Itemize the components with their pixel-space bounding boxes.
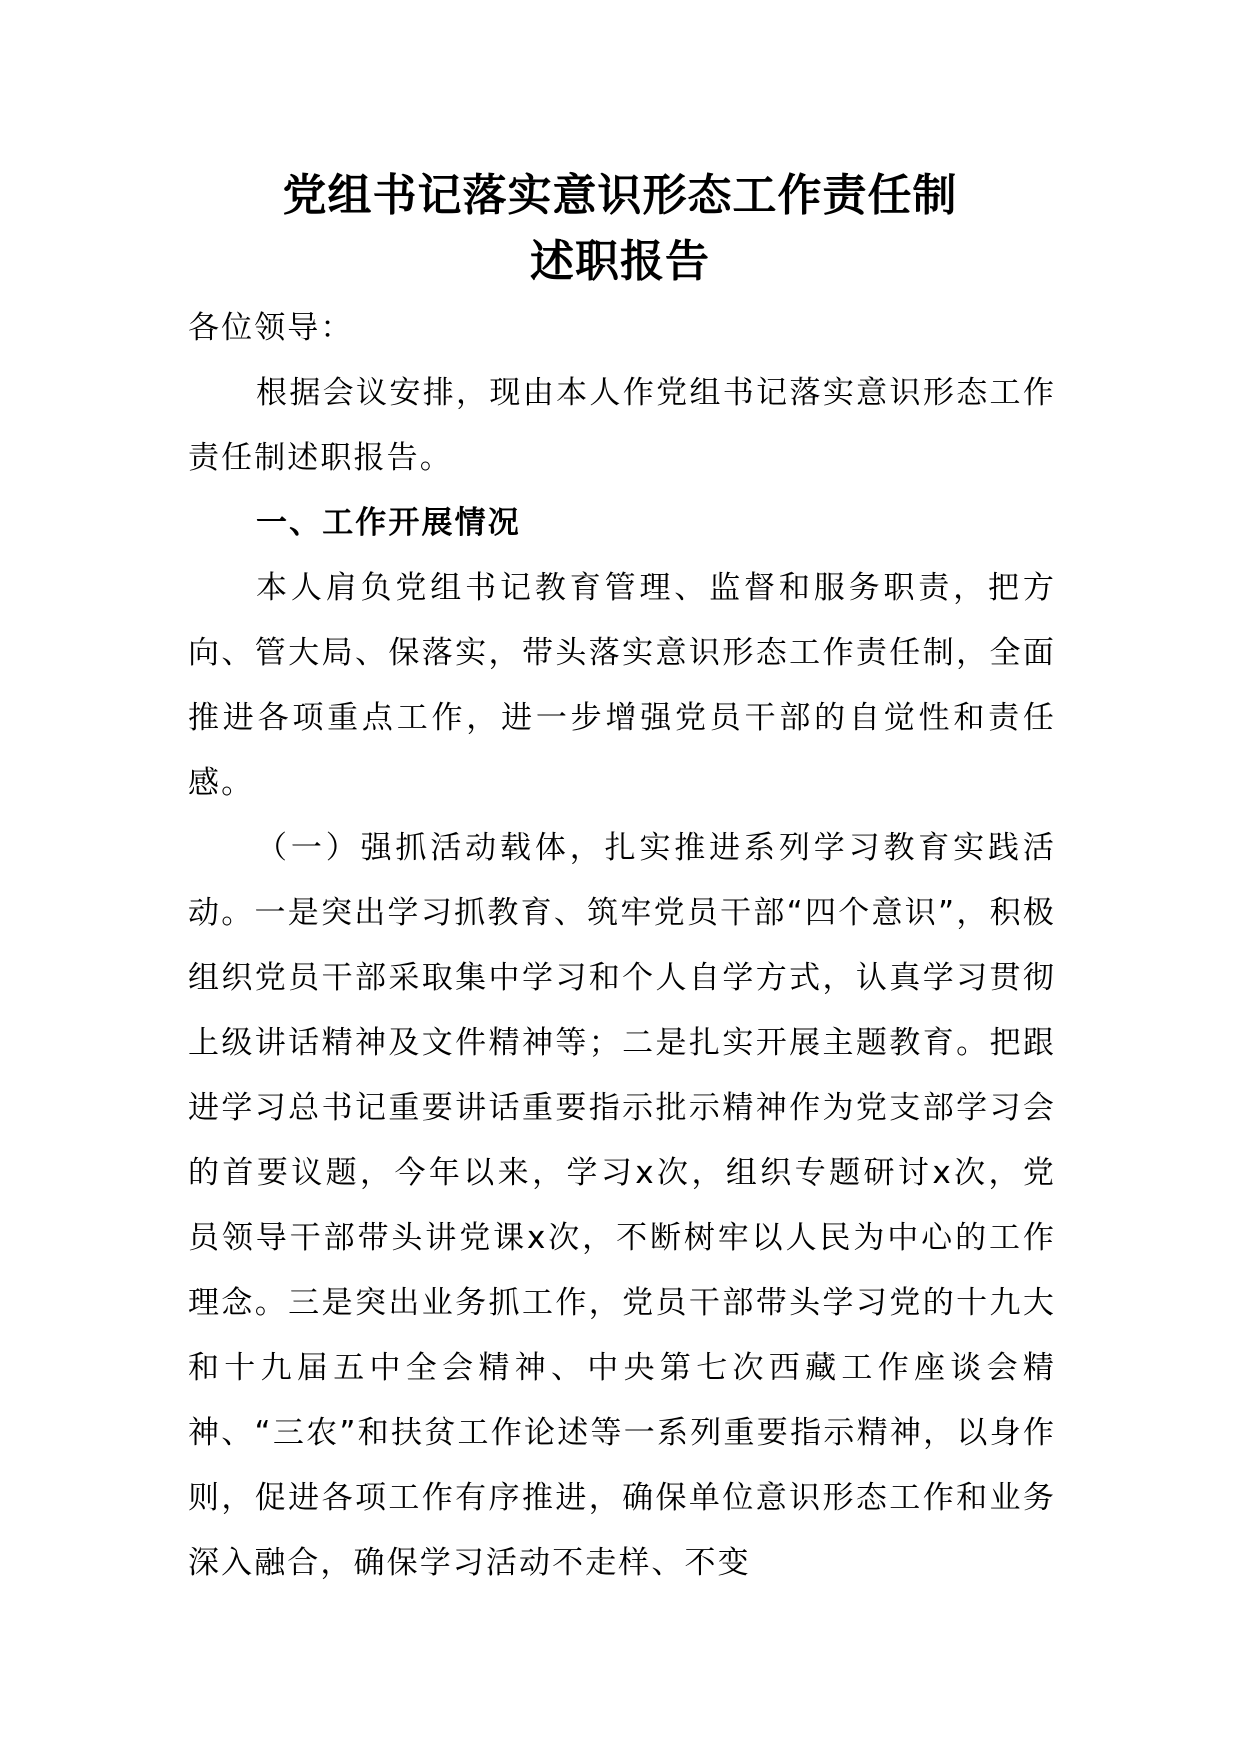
document-title-line-2: 述职报告 <box>530 236 710 287</box>
document-title-line-1: 党组书记落实意识形态工作责任制 <box>282 170 958 221</box>
paragraph-activities: （一）强抓活动载体，扎实推进系列学习教育实践活动。一是突出学习抓教育、筑牢党员干部“四个意识”，积极组织党员干部采取集中学习和个人自学方式，认真学习贯彻上级讲话精神及文件精神等；二是扎实开展主题教育。把跟进学习总书记重要讲话重要指示批示精神作为党支部学习会的首要议题，今年以来，学习x次，组织专题研讨x次，党员领导干部带头讲党课x次，不断树牢以人民为中心的工作理念。三是突出业务抓工作，党员干部带头学习党的十九大和十九届五中全会精神、中央第七次西藏工作座谈会精神、“三农”和扶贫工作论述等一系列重要指示精神，以身作则，促进各项工作有序推进，确保单位意识形态工作和业务深入融合，确保学习活动不走样、不变 <box>188 830 1056 1581</box>
section-heading: 一、工作开展情况 <box>256 505 521 541</box>
document-body <box>188 296 1056 1596</box>
paragraph-overview: 本人肩负党组书记教育管理、监督和服务职责，把方向、管大局、保落实，带头落实意识形态工作责任制，全面推进各项重点工作，进一步增强党员干部的自觉性和责任感。 <box>188 570 1056 801</box>
paragraph-intro: 根据会议安排，现由本人作党组书记落实意识形态工作责任制述职报告。 <box>188 375 1056 476</box>
salutation: 各位领导： <box>188 310 354 346</box>
